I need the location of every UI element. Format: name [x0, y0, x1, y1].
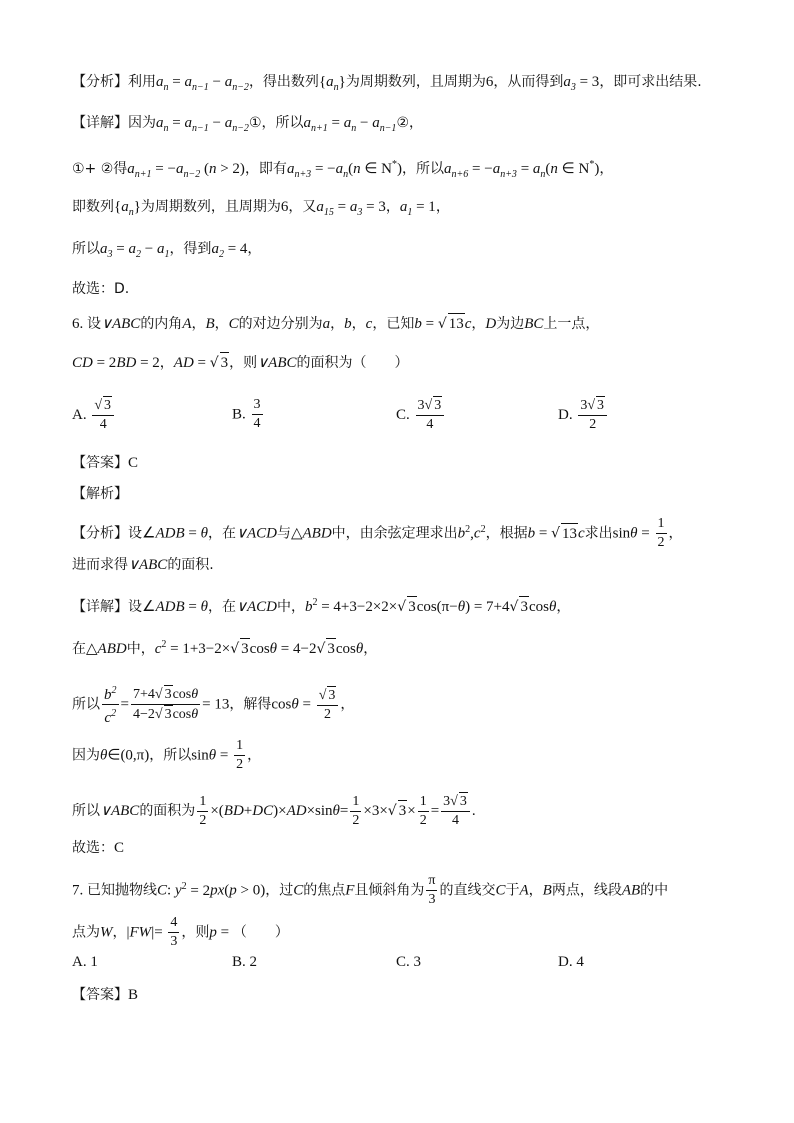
question-7-options [72, 952, 722, 974]
q6-option-c[interactable]: C. $\frac{3√ 3}{4}$ [396, 396, 446, 434]
answer-q6: 【答案】C [72, 455, 139, 471]
analysis-q6-line-1: 【分析】设∠ADB = θ，在∨ACD与△ABD中，由余弦定理求出$b^2,c^2$，根据b = √ 13c求出sinθ = $\frac{1}{2}$ ， [72, 516, 683, 550]
detail-q6-line-4: 因为θ∈(0,π)，所以sinθ = $\frac{1}{2}$ ， [72, 738, 262, 772]
q7-option-d[interactable]: D. 4 [558, 954, 584, 970]
choice-line-q5: 故选：D. [72, 281, 130, 297]
q6-option-d[interactable]: D. $\frac{3√ 3}{2}$ [558, 396, 609, 434]
question-6-line-2: CD = 2BD = 2，AD = √ 3，则∨ABC的面积为（ ） [72, 352, 408, 373]
detail-line-1: 【详解】因为$a_n = a_{n-1}$ − $a_{n-2}①$，所以$a_{n+1} = a_n$ − $a_{n-1}②$， [72, 115, 423, 134]
q6-option-a[interactable]: A. $\frac{√ 3}{4}$ [72, 396, 116, 434]
solution-heading-q6: 【解析】 [72, 486, 128, 502]
q7-option-a[interactable]: A. 1 [72, 954, 98, 970]
detail-q6-line-3: 所以 $\frac{b^2}{c^2}$ = $\frac{7+4√ 3\cos\theta}{4-2√ 3\cos\theta}$ = 13，解得cosθ = $\frac{√ 3}{2}$ ， [72, 682, 354, 727]
question-6-line-1: 6. 设∨ABC的内角A，B，C的对边分别为a，b，c，已知b = √ 13c，D为边BC上一点， [72, 313, 599, 334]
analysis-q6-line-2: 进而求得∨ABC的面积. [72, 557, 214, 573]
q6-option-b[interactable]: B. $\frac{3}{4}$ [232, 397, 261, 431]
question-7-line-1: 7. 已知抛物线C: $y^2 = 2px(p > 0)$，过C的焦点F且倾斜角为 $\frac{\pi}{3}$ 的直线交C于A，B两点，线段AB的中 [72, 873, 669, 907]
question-6-options [72, 396, 722, 440]
detail-q6-line-1: 【详解】设∠ADB = θ，在∨ACD中，$b^2 = 4+3-2\times 2\times√$ 3cos(π−θ) = 7+4√ 3cosθ， [72, 597, 571, 615]
choice-line-q6: 故选：C [72, 840, 125, 856]
detail-q6-line-5: 所以∨ABC的面积为 $\frac{1}{2}$ ×(BD+DC)×AD×sinθ= $\frac{1}{2}$ ×3×√ 3× $\frac{1}{2}$ = $\frac{3√ 3}{4}$ . [72, 793, 476, 828]
q7-option-b[interactable]: B. 2 [232, 954, 258, 970]
q7-option-c[interactable]: C. 3 [396, 954, 422, 970]
detail-line-4: 所以$a_3 = a_2 - a_1$，得到$a_2 = 4$， [72, 241, 262, 260]
detail-q6-line-2: 在△ABD中，$c^2 = 1+3-2\times√$ 3cosθ = 4−2√ 3cosθ， [72, 639, 378, 657]
detail-line-3: 即数列$\{a_n\}$为周期数列，且周期为6，又$a_{15} = a_3 = 3$，$a_1 = 1$， [72, 199, 450, 218]
analysis-line-1: 【分析】利用$a_n = a_{n-1} - a_{n-2}$，得出数列$\{a_n\}$为周期数列，且周期为6，从而得到$a_3 = 3$，即可求出结果. [72, 74, 702, 93]
answer-q7: 【答案】B [72, 987, 139, 1003]
question-7-line-2: 点为W，|FW|= $\frac{4}{3}$ ，则p = （ ） [72, 915, 289, 949]
detail-line-2: ①+ ②得$a_{n+1} = -a_{n-2}$ (n > 2)，即有$a_{n+3} = -a_n(n$ ∈ N*)，所以$a_{n+6} = -a_{n+3} = a_n(n$ ∈ N*)， [72, 159, 614, 180]
